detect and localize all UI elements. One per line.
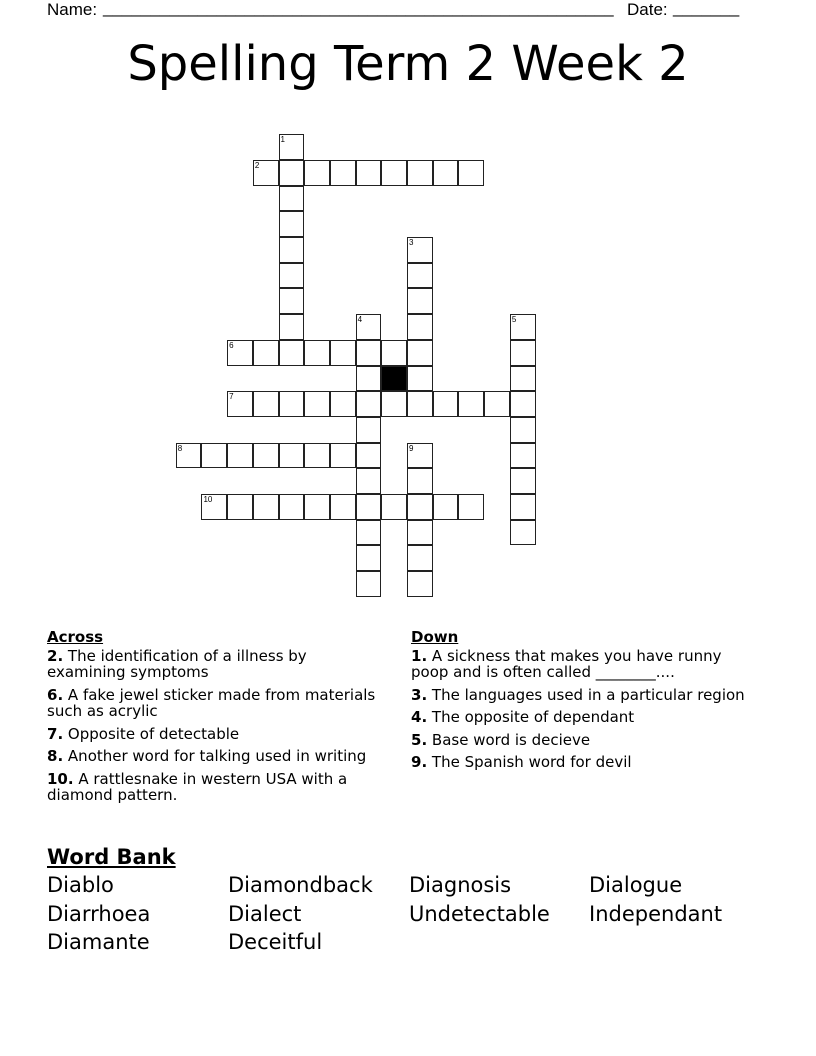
crossword-cell[interactable] (304, 391, 330, 417)
crossword-cell[interactable] (279, 391, 305, 417)
crossword-cell[interactable] (253, 160, 279, 186)
crossword-cell[interactable] (407, 571, 433, 597)
crossword-cell[interactable] (279, 263, 305, 289)
clue-text: The opposite of dependant (431, 708, 635, 726)
word-bank-word: Dialogue (589, 873, 683, 897)
clue-num: 3 (411, 685, 422, 704)
clue-number: 6 (229, 340, 234, 350)
crossword-cell[interactable] (330, 391, 356, 417)
clue-num: 4 (411, 708, 422, 726)
crossword-cell[interactable] (356, 391, 382, 417)
word-bank-word: Diamante (47, 930, 150, 954)
clue-number: 1 (280, 135, 285, 145)
crossword-cell[interactable] (279, 211, 305, 237)
crossword-cell[interactable] (407, 340, 433, 366)
clue-num: 8 (47, 747, 58, 765)
clue-num: 5 (411, 730, 422, 749)
clue-number: 8 (177, 443, 183, 453)
crossword-cell[interactable] (510, 443, 536, 469)
crossword-cell[interactable] (330, 443, 356, 469)
crossword-cell[interactable] (407, 494, 433, 520)
crossword-cell[interactable] (407, 237, 433, 263)
across-clues (47, 629, 387, 810)
crossword-cell[interactable] (433, 391, 459, 417)
clue-number: 4 (357, 315, 363, 325)
clue-num: 2 (47, 646, 58, 665)
crossword-cell[interactable] (279, 160, 305, 186)
crossword-cell[interactable] (227, 443, 253, 469)
crossword-cell[interactable] (356, 417, 382, 443)
crossword-cell[interactable] (356, 366, 382, 392)
crossword-cell[interactable] (510, 494, 536, 520)
clue-text: A rattlesnake in western USA with a diamond pattern. (47, 769, 348, 804)
crossword-cell[interactable] (227, 340, 253, 366)
across-heading: Across (47, 628, 104, 646)
crossword-cell[interactable] (279, 443, 305, 469)
crossword-cell[interactable] (433, 160, 459, 186)
crossword-cell[interactable] (407, 443, 433, 469)
crossword-cell[interactable] (356, 494, 382, 520)
crossword-cell[interactable] (433, 494, 459, 520)
crossword-cell[interactable] (279, 186, 305, 212)
crossword-cell[interactable] (201, 443, 227, 469)
crossword-cell[interactable] (356, 571, 382, 597)
across-clue: 2. The identification of a illness by examining symptoms (47, 646, 307, 681)
crossword-cell[interactable] (304, 340, 330, 366)
crossword-cell[interactable] (381, 391, 407, 417)
clue-num: 6 (47, 685, 58, 704)
clue-number: 2 (254, 160, 260, 170)
clue-num: 9 (411, 753, 422, 771)
clue-num: 1 (411, 646, 422, 665)
crossword-cell[interactable] (510, 468, 536, 494)
crossword-cell[interactable] (279, 288, 305, 314)
name-line[interactable]: ______________________________________________________ (103, 0, 614, 17)
crossword-cell[interactable] (253, 340, 279, 366)
across-clue: 10. A rattlesnake in western USA with a diamond pattern. (47, 769, 348, 804)
crossword-cell[interactable] (458, 494, 484, 520)
date-line[interactable]: _______ (673, 0, 740, 17)
crossword-cell[interactable] (227, 494, 253, 520)
crossword-cell[interactable] (279, 237, 305, 263)
crossword-cell[interactable] (227, 391, 253, 417)
clue-number: 5 (511, 315, 517, 325)
crossword-cell[interactable] (176, 443, 202, 469)
crossword-cell[interactable] (458, 391, 484, 417)
crossword-cell[interactable] (407, 314, 433, 340)
across-clue: 7. Opposite of detectable (47, 724, 240, 743)
crossword-cell[interactable] (279, 134, 305, 160)
word-bank-heading: Word Bank (47, 845, 176, 869)
crossword-cell[interactable] (407, 263, 433, 289)
crossword-cell[interactable] (510, 366, 536, 392)
crossword-cell[interactable] (407, 468, 433, 494)
crossword-cell[interactable] (279, 314, 305, 340)
clue-text: Another word for talking used in writing (67, 747, 367, 765)
crossword-cell[interactable] (330, 160, 356, 186)
black-square (381, 366, 407, 392)
crossword-cell[interactable] (407, 545, 433, 571)
word-bank-word: Independant (589, 902, 723, 926)
crossword-cell[interactable] (356, 545, 382, 571)
word-bank-word: Deceitful (228, 930, 323, 954)
crossword-cell[interactable] (304, 160, 330, 186)
down-clue: 9. The Spanish word for devil (411, 753, 632, 771)
crossword-cell[interactable] (253, 391, 279, 417)
down-clue: 5. Base word is decieve (411, 730, 591, 749)
crossword-cell[interactable] (458, 160, 484, 186)
down-clue: 4. The opposite of dependant (411, 708, 635, 726)
crossword-cell[interactable] (510, 340, 536, 366)
crossword-cell[interactable] (253, 494, 279, 520)
crossword-cell[interactable] (407, 160, 433, 186)
word-bank-word: Dialect (228, 902, 302, 926)
word-bank-word: Diarrhoea (47, 902, 151, 926)
down-clues (411, 629, 751, 777)
down-clue: 1. A sickness that makes you have runny poop and is often called ________.... (411, 646, 722, 681)
across-clue: 8. Another word for talking used in writing (47, 747, 367, 765)
clue-num: 10 (47, 769, 68, 788)
clue-text: A sickness that makes you have runny poop and is often called ________.... (411, 646, 722, 681)
crossword-cell[interactable] (407, 366, 433, 392)
crossword-cell[interactable] (304, 443, 330, 469)
clue-number: 7 (229, 392, 234, 402)
crossword-cell[interactable] (330, 340, 356, 366)
crossword-cell[interactable] (356, 520, 382, 546)
crossword-cell[interactable] (356, 443, 382, 469)
crossword-cell[interactable] (253, 443, 279, 469)
crossword-cell[interactable] (279, 340, 305, 366)
crossword-cell[interactable] (330, 494, 356, 520)
word-bank-word: Diagnosis (409, 873, 512, 897)
clue-text: The Spanish word for devil (431, 753, 632, 771)
crossword-cell[interactable] (381, 340, 407, 366)
clue-number: 3 (409, 238, 414, 248)
crossword-cell[interactable] (510, 417, 536, 443)
clue-text: A fake jewel sticker made from materials such as acrylic (47, 685, 376, 720)
crossword-cell[interactable] (510, 520, 536, 546)
down-heading: Down (411, 628, 459, 646)
name-label: Name: (47, 0, 98, 19)
crossword-cell[interactable] (407, 520, 433, 546)
crossword-cell[interactable] (407, 391, 433, 417)
crossword-cell[interactable] (510, 391, 536, 417)
crossword-cell[interactable] (304, 494, 330, 520)
crossword-cell[interactable] (381, 494, 407, 520)
clue-text: The identification of a illness by examining symptoms (47, 646, 307, 681)
crossword-cell[interactable] (356, 160, 382, 186)
clue-text: Opposite of detectable (67, 724, 240, 743)
word-bank-word: Diamondback (228, 873, 373, 897)
across-clue: 6. A fake jewel sticker made from materials such as acrylic (47, 685, 376, 720)
down-clue: 3. The languages used in a particular region (411, 685, 745, 704)
clue-number: 9 (409, 443, 414, 453)
clue-text: Base word is decieve (431, 730, 591, 749)
crossword-cell[interactable] (356, 468, 382, 494)
page-title: Spelling Term 2 Week 2 (127, 36, 689, 92)
word-bank-word: Diablo (47, 873, 114, 897)
crossword-cell[interactable] (356, 340, 382, 366)
word-bank-word: Undetectable (409, 902, 550, 926)
clue-text: The languages used in a particular region (431, 685, 745, 704)
crossword-cell[interactable] (407, 288, 433, 314)
crossword-cell[interactable] (510, 314, 536, 340)
crossword-cell[interactable] (201, 494, 227, 520)
clue-number: 10 (203, 495, 213, 505)
date-label: Date: (627, 0, 668, 19)
crossword-cell[interactable] (279, 494, 305, 520)
crossword-cell[interactable] (381, 160, 407, 186)
clue-num: 7 (47, 724, 58, 743)
crossword-cell[interactable] (484, 391, 510, 417)
crossword-cell[interactable] (356, 314, 382, 340)
